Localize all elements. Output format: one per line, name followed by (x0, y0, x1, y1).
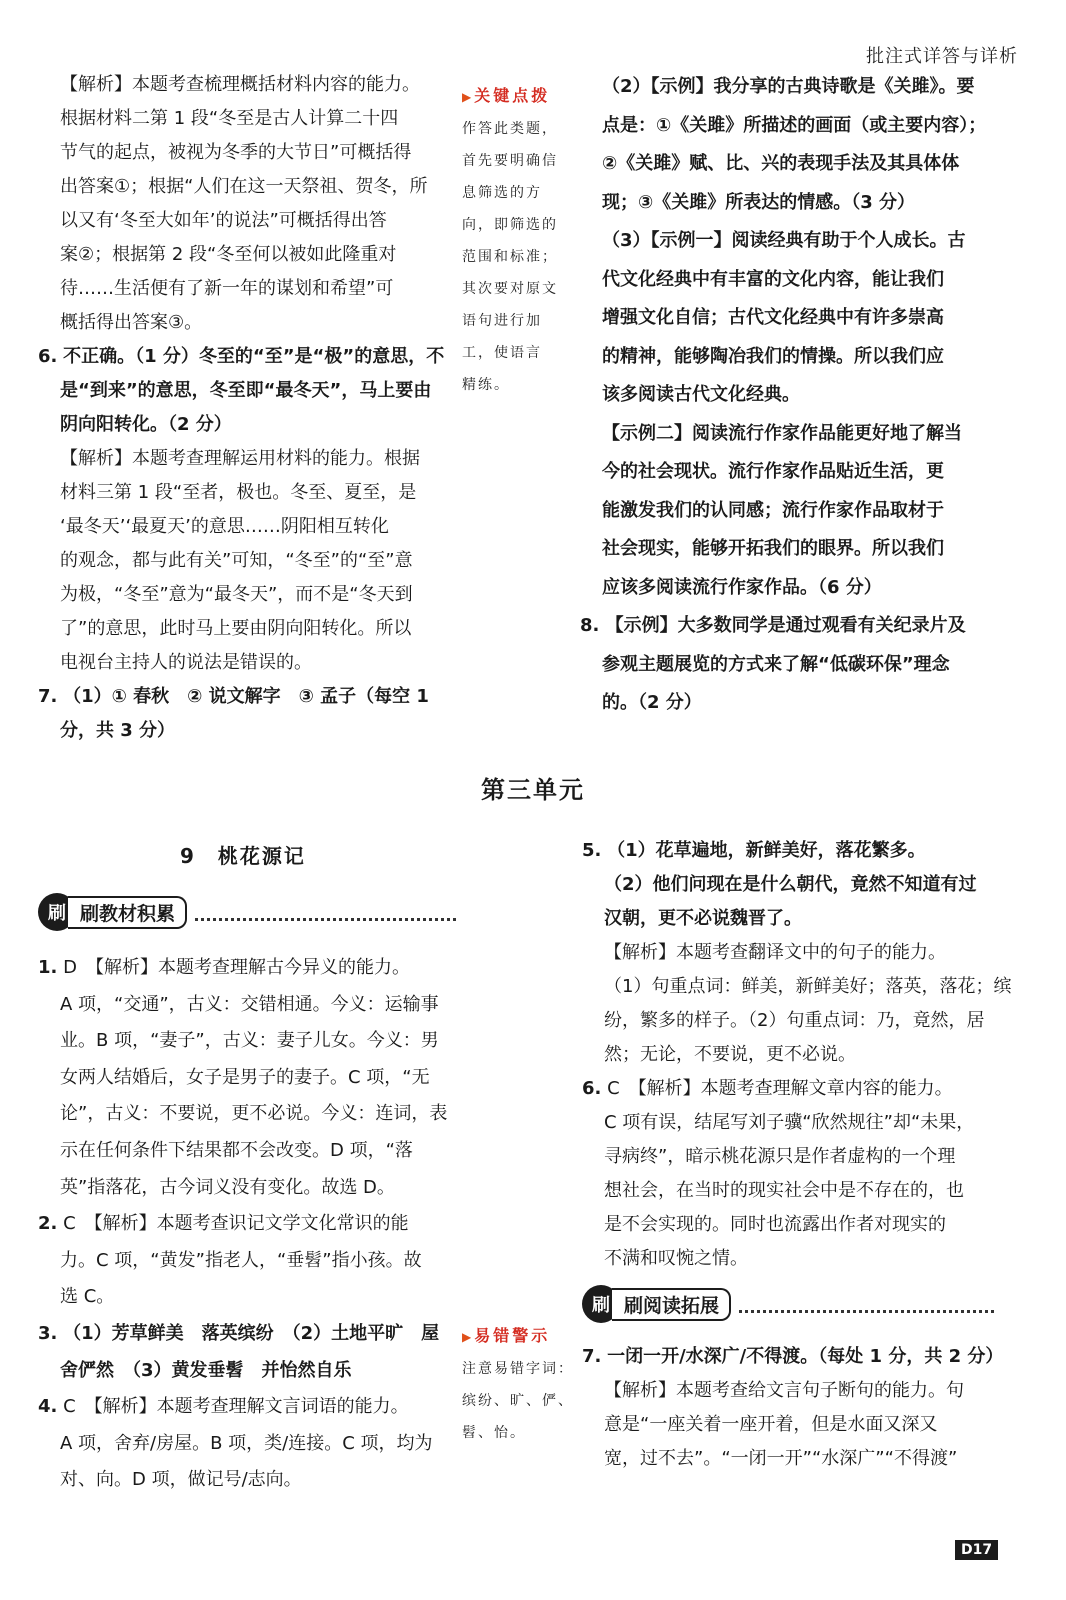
answer-text: 阴向阳转化。（2 分） (60, 414, 232, 435)
analysis-line: 节气的起点，被视为冬季的大节日”可概括得 (60, 142, 412, 163)
analysis-line: 概括得出答案③。 (60, 312, 203, 333)
question-number: 2. (38, 1213, 58, 1235)
sidenote-line: 缤纷、旷、俨、 (462, 1393, 574, 1409)
analysis-line: 示在任何条件下结果都不会改变。D 项，“落 (60, 1139, 413, 1161)
question-number: 6. (582, 1078, 602, 1099)
bottom-left-column (38, 950, 458, 1499)
section-label: 刷阅读拓展 (612, 1288, 731, 1321)
analysis-line: 【解析】本题考查梳理概括材料内容的能力。 (60, 74, 420, 95)
brush-badge-icon: 刷 (38, 893, 76, 931)
answer-text: 汉朝，更不必说魏晋了。 (604, 908, 802, 929)
analysis-line: 【解析】本题考查给文言句子断句的能力。句 (604, 1380, 964, 1401)
analysis-line: 待……生活便有了新一年的谋划和希望”可 (60, 278, 394, 299)
analysis-line: 材料三第 1 段“至者，极也。冬至、夏至，是 (60, 482, 417, 503)
answer-text: （3）【示例一】阅读经典有助于个人成长。古 (602, 230, 966, 251)
answer-text: ②《关雎》赋、比、兴的表现手法及其具体体 (602, 153, 960, 174)
analysis-line: 根据材料二第 1 段“冬至是古人计算二十四 (60, 108, 399, 129)
answer-text: （1）花草遍地，新鲜美好，落花繁多。 (607, 840, 926, 861)
answer-text: 增强文化自信；古代文化经典中有许多崇高 (602, 307, 944, 328)
answer-2 (38, 1206, 458, 1243)
answer-text: （2）【示例】我分享的古典诗歌是《关雎》。要 (602, 76, 975, 97)
key-tip-sidenote (462, 80, 574, 401)
sidenote-line: 工，使语言 (462, 345, 542, 361)
analysis-line: （1）句重点词：鲜美，新鲜美好；落英，落花；缤 (604, 976, 1012, 997)
analysis-line: 业。B 项，“妻子”，古义：妻子儿女。今义：男 (60, 1030, 439, 1052)
answer-text: 不正确。（1 分）冬至的“至”是“极”的意思，不 (63, 346, 445, 367)
answer-text: 社会现实，能够开拓我们的眼界。所以我们 (602, 538, 944, 559)
analysis-line: 然；无论，不要说，更不必说。 (604, 1044, 856, 1065)
answer-text: 一闭一开/水深广/不得渡。（每处 1 分，共 2 分） (607, 1346, 1004, 1367)
answer-6 (38, 340, 458, 374)
answer-text: 是“到来”的意思，冬至即“最冬天”，马上要由 (60, 380, 432, 401)
brush-badge-icon: 刷 (582, 1285, 620, 1323)
sidenote-title: ▶易错警示 (462, 1326, 551, 1345)
unit-title: 第三单元 (481, 776, 585, 804)
section-header-textbook (38, 892, 456, 932)
answer-1 (38, 950, 458, 987)
analysis-line: 【解析】本题考查理解运用材料的能力。根据 (60, 448, 420, 469)
analysis-line: 对、向。D 项，做记号/志向。 (60, 1469, 302, 1491)
analysis-line: 【解析】本题考查翻译文中的句子的能力。 (604, 942, 946, 963)
answer-3 (38, 1316, 458, 1353)
question-number: 3. (38, 1322, 58, 1344)
sidenote-line: 注意易错字词： (462, 1361, 574, 1377)
answer-text: 分，共 3 分） (60, 720, 176, 741)
question-number: 7. (582, 1346, 602, 1367)
analysis-line: 了”的意思，此时马上要由阴向阳转化。所以 (60, 618, 412, 639)
question-number: 8. (580, 615, 600, 636)
analysis-line: ‘最冬天’‘最夏天’的意思……阴阳相互转化 (60, 516, 389, 537)
section-header-reading (582, 1284, 994, 1324)
error-warning-sidenote (462, 1320, 574, 1449)
sidenote-line: 范围和标准； (462, 249, 558, 265)
analysis-line: 案②；根据第 2 段“冬至何以被如此隆重对 (60, 244, 397, 265)
analysis-line: 论”，古义：不要说，更不必说。今义：连词，表 (60, 1103, 448, 1125)
answer-text: 的精神，能够陶冶我们的情操。所以我们应 (602, 345, 944, 367)
answer-text: C 【解析】本题考查理解文章内容的能力。 (607, 1078, 953, 1099)
analysis-line: 寻病终”，暗示桃花源只是作者虚构的一个理 (604, 1146, 956, 1167)
analysis-line: 的观念，都与此有关”可知，“冬至”的“至”意 (60, 550, 413, 571)
answer-text: 该多阅读古代文化经典。 (602, 384, 800, 405)
answer-5 (582, 834, 1022, 868)
sidenote-title: ▶关键点拨 (462, 86, 551, 105)
answer-text: （1）① 春秋 ② 说文解字 ③ 孟子（每空 1 (63, 686, 429, 707)
analysis-line: 是不会实现的。同时也流露出作者对现实的 (604, 1214, 946, 1235)
answer-text: D 【解析】本题考查理解古今异义的能力。 (63, 957, 410, 978)
section-label: 刷教材积累 (68, 896, 187, 929)
answer-text: 能激发我们的认同感；流行作家作品取材于 (602, 499, 944, 521)
question-number: 6. (38, 346, 58, 367)
analysis-line: 英”指落花，古今词义没有变化。故选 D。 (60, 1176, 395, 1198)
top-left-column (38, 68, 458, 748)
answer-text: 点是：①《关雎》所描述的画面（或主要内容）； (602, 114, 987, 136)
question-number: 1. (38, 957, 58, 978)
answer-text: C 【解析】本题考查识记文学文化常识的能 (63, 1213, 409, 1235)
bottom-right-column (582, 834, 1022, 1276)
running-header: 批注式详答与详析 (866, 46, 1018, 67)
analysis-line: 出答案①；根据“人们在这一天祭祖、贺冬，所 (60, 176, 428, 197)
answer-text: 【示例二】阅读流行作家作品能更好地了解当 (602, 422, 962, 444)
answer-text: 现；③《关雎》所表达的情感。（3 分） (602, 191, 916, 213)
answer-text: 代文化经典中有丰富的文化内容，能让我们 (602, 268, 944, 290)
analysis-line: 宽，过不去”。“一闭一开”“水深广”“不得渡” (604, 1448, 958, 1469)
analysis-line: 想社会，在当时的现实社会中是不存在的，也 (604, 1180, 964, 1201)
answer-text: 的。（2 分） (602, 692, 702, 713)
analysis-line: A 项，舍弃/房屋。B 项，类/连接。C 项，均为 (60, 1432, 433, 1454)
sidenote-line: 向，即筛选的 (462, 217, 558, 233)
dotted-divider (739, 1310, 994, 1313)
analysis-line: 为极，“冬至”意为“最冬天”，而不是“冬天到 (60, 584, 413, 605)
sidenote-line: 作答此类题， (462, 121, 558, 137)
triangle-icon: ▶ (462, 1330, 475, 1344)
answer-text: （2）他们问现在是什么朝代，竟然不知道有过 (604, 874, 977, 895)
analysis-line: A 项，“交通”，古义：交错相通。今义：运输事 (60, 993, 439, 1015)
bottom-right-column-2 (582, 1340, 1022, 1476)
top-right-column (580, 68, 1022, 723)
answer-text: 参观主题展览的方式来了解“低碳环保”理念 (602, 653, 950, 675)
answer-text: 应该多阅读流行作家作品。（6 分） (602, 576, 882, 598)
sidenote-line: 精练。 (462, 377, 510, 393)
dotted-divider (195, 918, 456, 921)
triangle-icon: ▶ (462, 90, 475, 104)
sidenote-line: 其次要对原文 (462, 281, 558, 297)
answer-text: 舍俨然 （3）黄发垂髫 并怡然自乐 (60, 1359, 352, 1381)
analysis-line: 女两人结婚后，女子是男子的妻子。C 项，“无 (60, 1066, 430, 1088)
analysis-line: C 项有误，结尾写刘子骥“欣然规往”却“未果， (604, 1112, 975, 1133)
analysis-line: 以又有‘冬至大如年’的说法”可概括得出答 (60, 210, 387, 231)
analysis-line: 电视台主持人的说法是错误的。 (60, 652, 312, 673)
analysis-line: 选 C。 (60, 1286, 115, 1308)
answer-text: 今的社会现状。流行作家作品贴近生活，更 (602, 461, 944, 482)
analysis-line: 纷，繁多的样子。（2）句重点词：乃，竟然，居 (604, 1010, 985, 1031)
page-number: D17 (955, 1540, 998, 1560)
answer-6b (582, 1072, 1022, 1106)
answer-text: （1）芳草鲜美 落英缤纷 （2）土地平旷 屋 (63, 1322, 440, 1344)
sidenote-line: 髫、怡。 (462, 1425, 526, 1441)
answer-8 (580, 607, 1022, 646)
analysis-line: 力。C 项，“黄发”指老人，“垂髫”指小孩。故 (60, 1249, 422, 1271)
sidenote-line: 语句进行加 (462, 313, 542, 329)
answer-text: C 【解析】本题考查理解文言词语的能力。 (63, 1396, 409, 1418)
analysis-line: 不满和叹惋之情。 (604, 1248, 748, 1269)
question-number: 7. (38, 686, 58, 707)
question-number: 5. (582, 840, 602, 861)
question-number: 4. (38, 1396, 58, 1418)
answer-text: 【示例】大多数同学是通过观看有关纪录片及 (605, 615, 966, 636)
analysis-line: 意是“一座关着一座开着，但是水面又深又 (604, 1414, 938, 1435)
answer-4 (38, 1389, 458, 1426)
sidenote-line: 息筛选的方 (462, 185, 542, 201)
sidenote-line: 首先要明确信 (462, 153, 558, 169)
answer-7 (38, 680, 458, 714)
lesson-title: 9 桃花源记 (180, 844, 306, 868)
answer-7b (582, 1340, 1022, 1374)
